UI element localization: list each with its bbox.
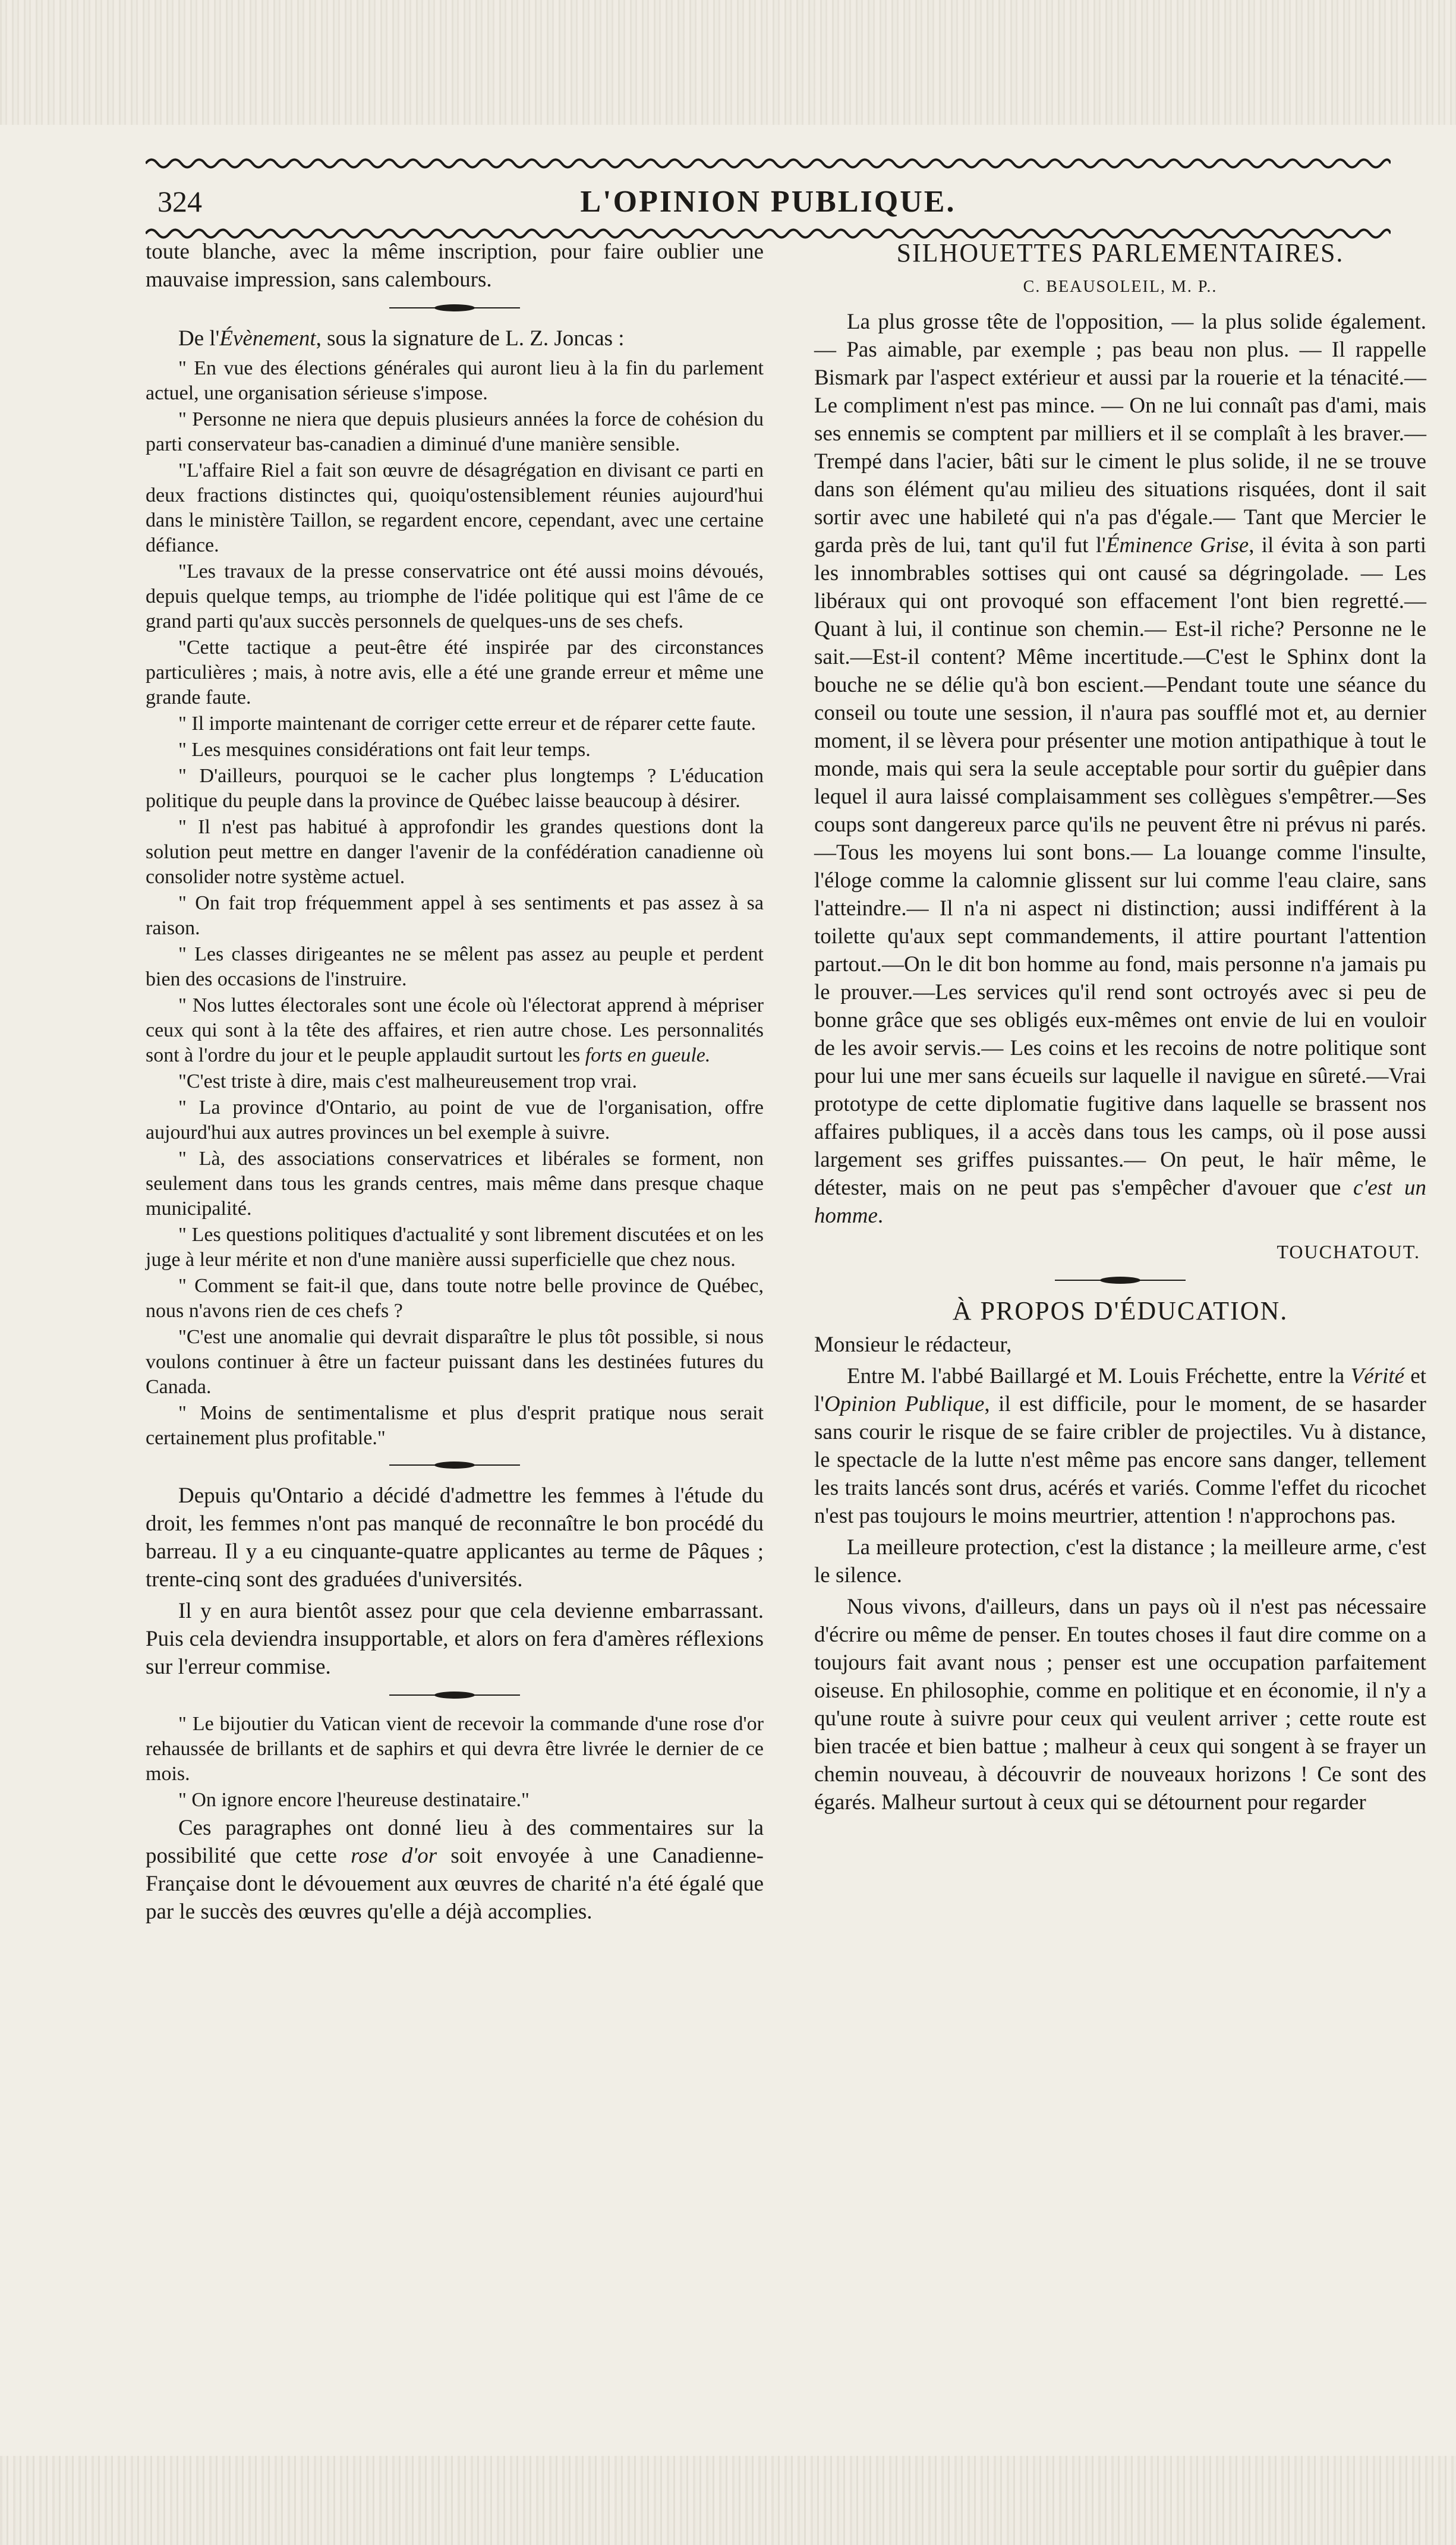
section-divider	[389, 1460, 520, 1470]
ontario-paragraph-2: Il y en aura bientôt assez pour que cela devienne embarrassant. Puis cela deviendra insupportable, et alors on fera d'amères réflexions sur l'erreur commise.	[146, 1599, 764, 1679]
section-divider	[1055, 1275, 1186, 1285]
silhouettes-byline: C. BEAUSOLEIL, M. P..	[1023, 278, 1218, 296]
silhouettes-title: SILHOUETTES PARLEMENTAIRES.	[896, 238, 1344, 267]
vatican-quote: " On ignore encore l'heureuse destinataire."	[178, 1789, 530, 1811]
quote-paragraph: " D'ailleurs, pourquoi se le cacher plus longtemps ? L'éducation politique du peuple dans la province de Québec laisse beaucoup à désirer.	[146, 765, 764, 812]
continuation-paragraph: toute blanche, avec la même inscription, pour faire oublier une mauvaise impression, sans calembours.	[146, 240, 764, 292]
education-paragraph: La meilleure protection, c'est la distance ; la meilleure arme, c'est le silence.	[814, 1535, 1426, 1588]
education-paragraph: Entre M. l'abbé Baillargé et M. Louis Fréchette, entre la Vérité et l'Opinion Publique, il est difficile, pour le moment, de se hasarder sans courir le risque de se faire cribler de projectiles. Vu à distance, le spectacle de la lutte n'est même pas encore sans danger, tellement les traits lancés sont drus, acérés et variés. Comme l'effet du ricochet n'est pas toujours le moins meurtrier, attention ! n'approchons pas.	[814, 1364, 1426, 1528]
quote-paragraph: " Comment se fait-il que, dans toute notre belle province de Québec, nous n'avons rien de ces chefs ?	[146, 1275, 764, 1322]
left-column	[146, 238, 764, 2437]
right-column	[814, 238, 1426, 2437]
quote-paragraph: "Cette tactique a peut-être été inspirée par des circonstances particulières ; mais, à notre avis, elle a été une grande erreur et même une grande faute.	[146, 637, 764, 708]
quote-paragraph: "L'affaire Riel a fait son œuvre de désagrégation en divisant ce parti en deux fractions distinctes qui, quoiqu'ostensiblement réunies aujourd'hui dans le ministère Taillon, se regardent encore, cependant, avec une certaine défiance.	[146, 459, 764, 556]
page-header	[146, 178, 1391, 226]
scan-noise-bottom	[0, 2456, 1456, 2545]
quote-paragraph: " Il importe maintenant de corriger cette erreur et de réparer cette faute.	[178, 713, 756, 735]
signature: TOUCHATOUT.	[1277, 1241, 1420, 1262]
education-title: À PROPOS D'ÉDUCATION.	[952, 1296, 1288, 1325]
page-number: 324	[157, 185, 202, 218]
quote-paragraph: " Nos luttes électorales sont une école où l'électorat apprend à mépriser ceux qui sont à la tête des affaires, et rien autre chose. Les personnalités sont à l'ordre du jour et le peuple applaudit surtout les forts en gueule.	[146, 994, 764, 1066]
quote-paragraph: " Moins de sentimentalisme et plus d'esprit pratique nous serait certainement plus profitable."	[146, 1402, 764, 1449]
quote-paragraph: " Les mesquines considérations ont fait leur temps.	[178, 739, 591, 761]
quote-paragraph: " Là, des associations conservatrices et libérales se forment, non seulement dans tous les grands centres, mais même dans presque chaque municipalité.	[146, 1148, 764, 1220]
quote-paragraph: "Les travaux de la presse conservatrice ont été aussi moins dévoués, depuis quelque temps, au triomphe de l'idée politique qui est l'âme de ce grand parti qu'aux succès personnels de quelques-uns de ses chefs.	[146, 560, 764, 632]
quote-paragraph: "C'est une anomalie qui devrait disparaître le plus tôt possible, si nous voulons continuer à être un facteur puissant dans les destinées futures du Canada.	[146, 1326, 764, 1398]
section-divider	[389, 303, 520, 313]
evenement-intro: De l'Évènement, sous la signature de L. Z. Joncas :	[178, 326, 625, 351]
quote-paragraph: "C'est triste à dire, mais c'est malheureusement trop vrai.	[178, 1070, 638, 1092]
education-paragraph: Nous vivons, d'ailleurs, dans un pays où il n'est pas nécessaire d'écrire ou même de penser. En toutes choses il faut dire comme on a toujours fait avant nous ; penser est une occupation parfaitement oiseuse. En philosophie, comme en politique et en économie, il n'y a qu'une route à suivre pour ceux qui veulent arriver ; cette route est bien tracée et bien battue ; malheur à ceux qui songent à se frayer un chemin nouveau, à découvrir de nouveaux horizons ! Ce sont des égarés. Malheur surtout à ceux qui se détournent pour regarder	[814, 1595, 1426, 1815]
education-salutation: Monsieur le rédacteur,	[814, 1333, 1012, 1357]
journal-title: L'OPINION PUBLIQUE.	[580, 185, 956, 219]
quote-paragraph: " Il n'est pas habitué à approfondir les grandes questions dont la solution peut mettre en danger l'avenir de la confédération canadienne où consolider notre système actuel.	[146, 816, 764, 888]
quote-paragraph: " Personne ne niera que depuis plusieurs années la force de cohésion du parti conservateur bas-canadien a diminué d'une manière sensible.	[146, 408, 764, 455]
quote-paragraph: " On fait trop fréquemment appel à ses sentiments et pas assez à sa raison.	[146, 892, 764, 939]
ontario-paragraph: Depuis qu'Ontario a décidé d'admettre les femmes à l'étude du droit, les femmes n'ont pas manqué de reconnaître le bon procédé du barreau. Il y a eu cinquante-quatre applicantes au terme de Pâques ; trente-cinq sont des graduées d'universités.	[146, 1483, 764, 1592]
quote-paragraph: " En vue des élections générales qui auront lieu à la fin du parlement actuel, une organisation sérieuse s'impose.	[146, 357, 764, 404]
scan-noise-top	[0, 0, 1456, 125]
vatican-quote: " Le bijoutier du Vatican vient de recevoir la commande d'une rose d'or rehaussée de brillants et de saphirs et qui devra être livrée le dernier de ce mois.	[146, 1713, 764, 1785]
quote-paragraph: " La province d'Ontario, au point de vue de l'organisation, offre aujourd'hui aux autres provinces un bel exemple à suivre.	[146, 1097, 764, 1144]
section-divider	[389, 1690, 520, 1700]
quote-paragraph: " Les questions politiques d'actualité y sont librement discutées et on les juge à leur mérite et non d'une manière aussi superficielle que chez nous.	[146, 1224, 764, 1271]
vatican-commentary: Ces paragraphes ont donné lieu à des commentaires sur la possibilité que cette rose d'or soit envoyée à une Canadienne-Française dont le dévouement aux œuvres de charité n'a été égalé que par le succès des œuvres qu'elle a déjà accomplies.	[146, 1816, 764, 1924]
top-wavy-rule	[146, 156, 1391, 171]
quote-paragraph: " Les classes dirigeantes ne se mêlent pas assez au peuple et perdent bien des occasions de l'instruire.	[146, 943, 764, 990]
silhouettes-body: La plus grosse tête de l'opposition, — la plus solide également. — Pas aimable, par exemple ; pas beau non plus. — Il rappelle Bismark par l'aspect extérieur et aussi par la rouerie et la ténacité.— Le compliment n'est pas mince. — On ne lui connaît pas d'ami, mais ses ennemis se comptent par milliers et il se complaît à les braver.— Trempé dans l'acier, bâti sur le ciment le plus solide, il ne se trouve dans son élément qu'au milieu des situations risquées, dont il sait sortir avec une habileté qui n'a pas d'égale.— Tant que Mercier le garda près de lui, tant qu'il fut l'Éminence Grise, il évita à son parti les innombrables sottises qui ont causé sa dégringolade. — Les libéraux qui ont provoqué son effacement l'ont bien regretté.— Quant à lui, il continue son chemin.— Est-il riche? Personne ne le sait.—Est-il content? Même incertitude.—C'est le Sphinx dont la bouche ne se délie qu'à bon escient.—Pendant toute une séance du conseil ou toute une session, il n'aura pas soufflé mot et, au dernier moment, il se lèvera pour présenter une motion antipathique à tout le monde, mais qui sera la seule acceptable pour sortir du guêpier dans lequel il aura laissé complaisamment ses collègues s'empêtrer.—Ses coups sont dangereux parce qu'ils ne peuvent être ni prévus ni parés.—Tous les moyens lui sont bons.— La louange comme l'insulte, l'éloge comme la calomnie glissent sur lui comme l'eau claire, sans l'atteindre.— Il n'a ni aspect ni distinction; aussi indifférent à la toilette qu'aux sept commandements, il attire pourtant l'attention partout.—On le dit bon homme au fond, mais personne n'a jamais pu le prouver.—Les services qu'il rend sont octroyés avec si peu de bonne grâce que ses obligés eux-mêmes ont envie de lui en vouloir de les avoir servis.— Les coins et les recoins de notre politique sont pour lui une mer sans écueils sur laquelle il navigue en sûreté.—Vrai prototype de cette diplomatie fugitive dans laquelle se brassent nos affaires publiques, il a accès dans tous les camps, où il pose aussi largement ses griffes puissantes.— On peut, le haïr même, le détester, mais on ne peut pas s'empêcher d'avouer que c'est un homme.	[814, 310, 1427, 1228]
